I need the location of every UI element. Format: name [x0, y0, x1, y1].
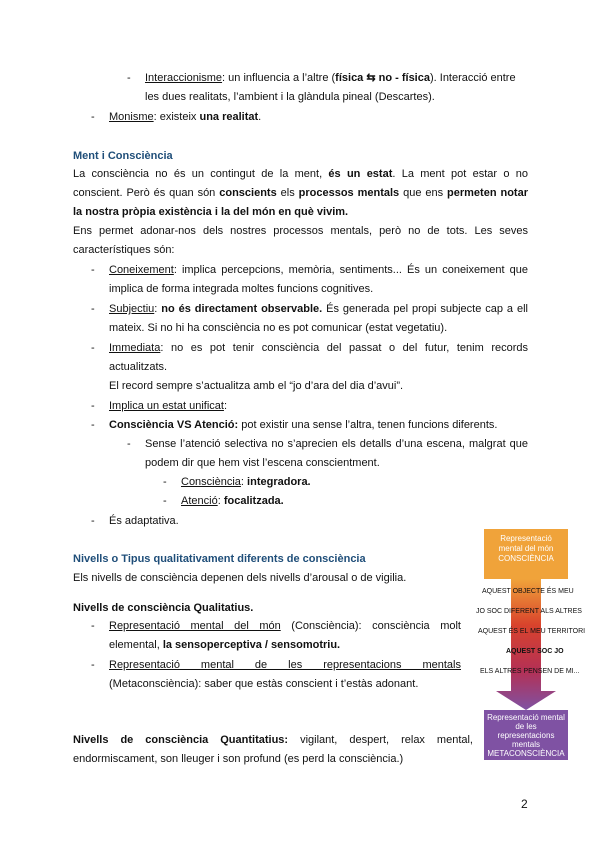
- atencio-term: Atenció: [181, 495, 218, 507]
- diagram-label: JO SOC DIFERENT ALS ALTRES: [476, 608, 582, 615]
- monisme-text: : existeix: [153, 111, 200, 123]
- immediata-line-2: actualitzats.: [109, 361, 168, 373]
- quantitatius-line-2: endormiscament, son lleuger i son profund (es perd la consciència.): [73, 753, 404, 765]
- immediata-term: Immediata: [109, 342, 161, 354]
- bullet-dash: -: [91, 111, 95, 123]
- ment-text: La consciència no és un contingut de la ment,: [73, 168, 329, 180]
- ment-bold: la nostra pròpia existència i la del món en què vivim.: [73, 206, 349, 218]
- subjectiu-bold: no és directament observable.: [161, 303, 323, 315]
- adaptativa-line: És adaptativa.: [109, 515, 179, 527]
- page-number: 2: [521, 797, 528, 811]
- interaccionisme-text: : un influencia a l’altre (: [222, 72, 336, 84]
- quantitatius-text: vigilant, despert, relax mental,: [288, 734, 473, 746]
- section-heading-ment: Ment i Consciència: [73, 150, 173, 162]
- diagram-bottom-text: METACONSCIÈNCIA: [487, 749, 565, 758]
- rep-rep-term: Representació mental de les representacions mentals: [109, 659, 461, 671]
- coneixement-line-2: implica de forma integrada moltes funcions cognitives.: [109, 283, 374, 295]
- coneixement-text: : implica percepcions, memòria, sentiments... És un coneixement que: [173, 264, 528, 276]
- ment-text: els: [276, 187, 299, 199]
- diagram-bottom-box: [484, 710, 568, 760]
- sense-line: Sense l’atenció selectiva no s’aprecien els detalls d’una escena, malgrat que: [145, 438, 528, 450]
- diagram-top-text: Representació: [500, 534, 552, 543]
- quantitatius-line: [73, 733, 473, 747]
- monisme-end: .: [258, 111, 262, 123]
- rep-rep-line-2: (Metaconsciència): saber que estàs conscient i t’estàs adonant.: [109, 678, 419, 690]
- diagram-top-box: [484, 529, 568, 579]
- diagram-bottom-text: mentals: [511, 740, 540, 749]
- diagram-label: AQUEST SOC JO: [506, 648, 564, 655]
- bullet-dash: -: [127, 438, 131, 450]
- bullet-dash: -: [91, 515, 95, 527]
- coneixement-line: [109, 263, 528, 277]
- ment-bold: permeten notar: [447, 187, 528, 199]
- ment-bold: és un estat: [328, 168, 393, 180]
- rep-mon-line: [109, 619, 461, 633]
- ment-text: conscient. Però és quan són: [73, 187, 220, 199]
- coneixement-term: Coneixement: [109, 264, 174, 276]
- unificat-term: Implica un estat unificat: [109, 400, 224, 412]
- bullet-dash: -: [91, 400, 95, 412]
- consciencia-sep: :: [240, 476, 248, 488]
- atencio-bold: focalitzada.: [223, 495, 284, 507]
- qualitatius-bold: Nivells de consciència Qualitatius.: [73, 602, 254, 614]
- monisme-term: Monisme: [109, 111, 154, 123]
- immediata-text: : no es pot tenir consciència del passat o del futur, tenim records: [160, 342, 528, 354]
- diagram-top-text: CONSCIÈNCIA: [498, 554, 554, 563]
- section-heading-nivells: Nivells o Tipus qualitativament diferents de consciència: [73, 553, 366, 565]
- subjectiu-text: :: [154, 303, 162, 315]
- immediata-line-3: El record sempre s’actualitza amb el “jo d’ara del dia d’avui”.: [109, 380, 404, 392]
- ment-paragraph-line-4: Ens permet adonar-nos dels nostres processos mentals, però no de tots. Les seves: [73, 225, 528, 237]
- ment-paragraph-line-3: [73, 205, 348, 219]
- interaccionisme-term: Interaccionisme: [145, 72, 223, 84]
- rep-mon-term: Representació mental del món: [109, 620, 281, 632]
- interaccionisme-line-2: les dues realitats, l’ambient i la glàndula pineal (Descartes).: [145, 91, 435, 103]
- monisme-bold: una realitat: [199, 111, 259, 123]
- rep-mon-line-2: [109, 638, 340, 652]
- nivells-intro: Els nivells de consciència depenen dels nivells d’arousal o de vigilia.: [73, 572, 407, 584]
- qualitatius-heading: [73, 601, 253, 615]
- bullet-dash: -: [91, 659, 95, 671]
- vs-line: [109, 418, 497, 432]
- quantitatius-bold: Nivells de consciència Quantitatius:: [73, 734, 289, 746]
- ment-paragraph-line-1: [73, 167, 528, 181]
- bullet-dash: -: [163, 495, 167, 507]
- ment-text: que ens: [399, 187, 448, 199]
- consciencia-line: [181, 475, 311, 489]
- rep-mon-text: elemental,: [109, 639, 163, 651]
- bullet-dash: -: [91, 264, 95, 276]
- bullet-dash: -: [127, 72, 131, 84]
- rep-rep-line: [109, 658, 461, 672]
- consciencia-bold: integradora.: [247, 476, 311, 488]
- rep-mon-bold: la sensoperceptiva / sensomotriu.: [162, 639, 341, 651]
- vs-bold: Consciència VS Atenció:: [109, 419, 239, 431]
- bullet-dash: -: [91, 620, 95, 632]
- interaccionisme-text-end: ). Interacció entre: [429, 72, 516, 84]
- subjectiu-text-end: És generada pel propi subjecte cap a ell: [322, 303, 528, 315]
- bullet-dash: -: [91, 303, 95, 315]
- diagram-bottom-text: de les: [515, 722, 537, 731]
- ment-text: . La ment pot estar o no: [392, 168, 528, 180]
- diagram-top-text: mental del món: [498, 544, 554, 553]
- vs-text: pot existir una sense l’altra, tenen funcions diferents.: [238, 419, 498, 431]
- ment-paragraph-line-5: característiques són:: [73, 244, 175, 256]
- diagram-arrow: [474, 579, 590, 710]
- ment-bold: conscients: [219, 187, 277, 199]
- monisme-line: [109, 110, 261, 124]
- rep-mon-text: (Consciència): consciència molt: [280, 620, 461, 632]
- ment-paragraph-line-2: [73, 186, 528, 200]
- diagram-label: AQUEST OBJECTE ÉS MEU: [482, 588, 574, 595]
- consciousness-diagram: [474, 520, 590, 760]
- bullet-dash: -: [91, 342, 95, 354]
- interaccionisme-bold: física ⇆ no - física: [335, 72, 430, 84]
- subjectiu-line: [109, 302, 528, 316]
- diagram-label: ELS ALTRES PENSEN DE MI...: [480, 668, 580, 675]
- subjectiu-term: Subjectiu: [109, 303, 155, 315]
- bullet-dash: -: [163, 476, 167, 488]
- ment-bold: processos mentals: [298, 187, 400, 199]
- subjectiu-line-2: mateix. Si no hi ha consciència no es pot comunicar (estat vegetatiu).: [109, 322, 448, 334]
- immediata-line: [109, 341, 528, 355]
- atencio-line: [181, 494, 284, 508]
- diagram-bottom-text: representacions: [497, 731, 555, 740]
- unificat-end: :: [223, 400, 228, 412]
- diagram-bottom-text: Representació mental: [487, 713, 565, 722]
- consciencia-term: Consciència: [181, 476, 241, 488]
- sense-line-2: podem dir que hem vist l’escena conscientment.: [145, 457, 380, 469]
- unificat-line: [109, 399, 227, 413]
- interaccionisme-line: [145, 71, 516, 85]
- bullet-dash: -: [91, 419, 95, 431]
- atencio-sep: :: [217, 495, 224, 507]
- diagram-label: AQUEST ÉS EL MEU TERRITORI: [478, 628, 586, 635]
